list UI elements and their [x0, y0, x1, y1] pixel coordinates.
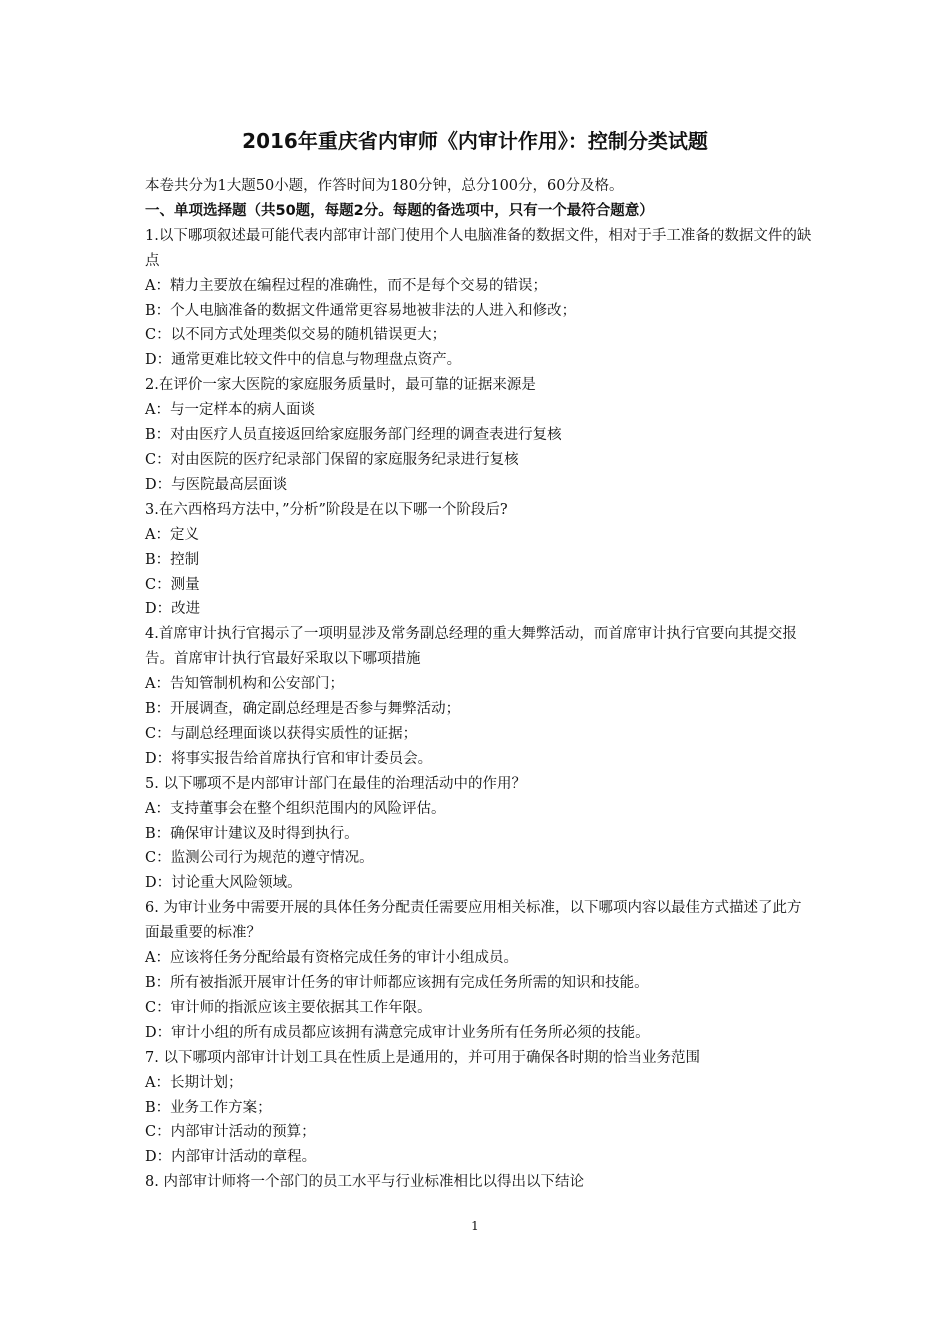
question-2: [145, 373, 815, 498]
option-a: A：告知管制机构和公安部门；: [145, 676, 344, 693]
option-c: C：对由医院的医疗纪录部门保留的家庭服务纪录进行复核: [145, 451, 519, 468]
question-3: [145, 498, 815, 623]
option-d: D：审计小组的所有成员都应该拥有满意完成审计业务所有任务所必须的技能。: [145, 1024, 650, 1041]
question-text: 2.在评价一家大医院的家庭服务质量时，最可靠的证据来源是: [145, 377, 536, 394]
question-text: 5. 以下哪项不是内部审计部门在最佳的治理活动中的作用？: [145, 775, 526, 792]
option-c: C：审计师的指派应该主要依据其工作年限。: [145, 999, 432, 1016]
question-text: 4.首席审计执行官揭示了一项明显涉及常务副总经理的重大舞弊活动，而首席审计执行官要向其提交报告。首席审计执行官最好采取以下哪项措施: [145, 626, 797, 668]
question-text: 1.以下哪项叙述最可能代表内部审计部门使用个人电脑准备的数据文件，相对于手工准备的数据文件的缺点: [145, 227, 812, 269]
exam-intro: 本卷共分为1大题50小题，作答时间为180分钟，总分100分，60分及格。: [145, 178, 624, 194]
question-1: [145, 224, 815, 373]
section-heading: 一、单项选择题（共50题，每题2分。每题的备选项中，只有一个最符合题意）: [145, 202, 654, 219]
option-d: D：讨论重大风险领域。: [145, 875, 302, 892]
document-title: 2016年重庆省内审师《内审计作用》：控制分类试题: [242, 129, 708, 153]
option-c: C：以不同方式处理类似交易的随机错误更大；: [145, 327, 447, 344]
option-b: B：业务工作方案；: [145, 1099, 272, 1116]
question-5: [145, 772, 815, 897]
option-c: C：测量: [145, 576, 200, 593]
document-body: [145, 174, 815, 1195]
option-b: B：所有被指派开展审计任务的审计师都应该拥有完成任务所需的知识和技能。: [145, 975, 649, 991]
option-d: D：内部审计活动的章程。: [145, 1149, 317, 1166]
option-d: D：将事实报告给首席执行官和审计委员会。: [145, 750, 433, 767]
option-a: A：与一定样本的病人面谈: [145, 402, 315, 419]
option-c: C：内部审计活动的预算；: [145, 1124, 316, 1141]
option-a: A：精力主要放在编程过程的准确性，而不是每个交易的错误；: [145, 277, 547, 294]
option-c: C：与副总经理面谈以获得实质性的证据；: [145, 725, 418, 742]
question-8: [145, 1170, 815, 1195]
question-text: 8. 内部审计师将一个部门的员工水平与行业标准相比以得出以下结论: [145, 1174, 584, 1191]
question-text: 3.在六西格玛方法中，”分析”阶段是在以下哪一个阶段后?: [145, 501, 508, 518]
option-d: D：改进: [145, 601, 201, 618]
option-b: B：确保审计建议及时得到执行。: [145, 825, 359, 842]
option-b: B：个人电脑准备的数据文件通常更容易地被非法的人进入和修改；: [145, 302, 577, 319]
question-7: [145, 1046, 815, 1171]
option-c: C：监测公司行为规范的遵守情况。: [145, 850, 374, 867]
option-d: D：通常更难比较文件中的信息与物理盘点资产。: [145, 352, 462, 369]
question-text: 6. 为审计业务中需要开展的具体任务分配责任需要应用相关标准，以下哪项内容以最佳方式描述了此方面最重要的标准？: [145, 900, 802, 942]
option-b: B：控制: [145, 551, 200, 568]
option-a: A：定义: [145, 526, 199, 543]
question-4: [145, 622, 815, 771]
option-a: A：支持董事会在整个组织范围内的风险评估。: [145, 800, 446, 817]
option-a: A：应该将任务分配给最有资格完成任务的审计小组成员。: [145, 950, 518, 967]
question-text: 7. 以下哪项内部审计计划工具在性质上是通用的，并可用于确保各时期的恰当业务范围: [145, 1049, 700, 1066]
option-a: A：长期计划；: [145, 1074, 243, 1091]
option-d: D：与医院最高层面谈: [145, 476, 288, 493]
option-b: B：对由医疗人员直接返回给家庭服务部门经理的调查表进行复核: [145, 427, 562, 444]
option-b: B：开展调查，确定副总经理是否参与舞弊活动；: [145, 701, 461, 718]
question-6: [145, 896, 815, 1045]
page-number: 1: [471, 1219, 479, 1233]
